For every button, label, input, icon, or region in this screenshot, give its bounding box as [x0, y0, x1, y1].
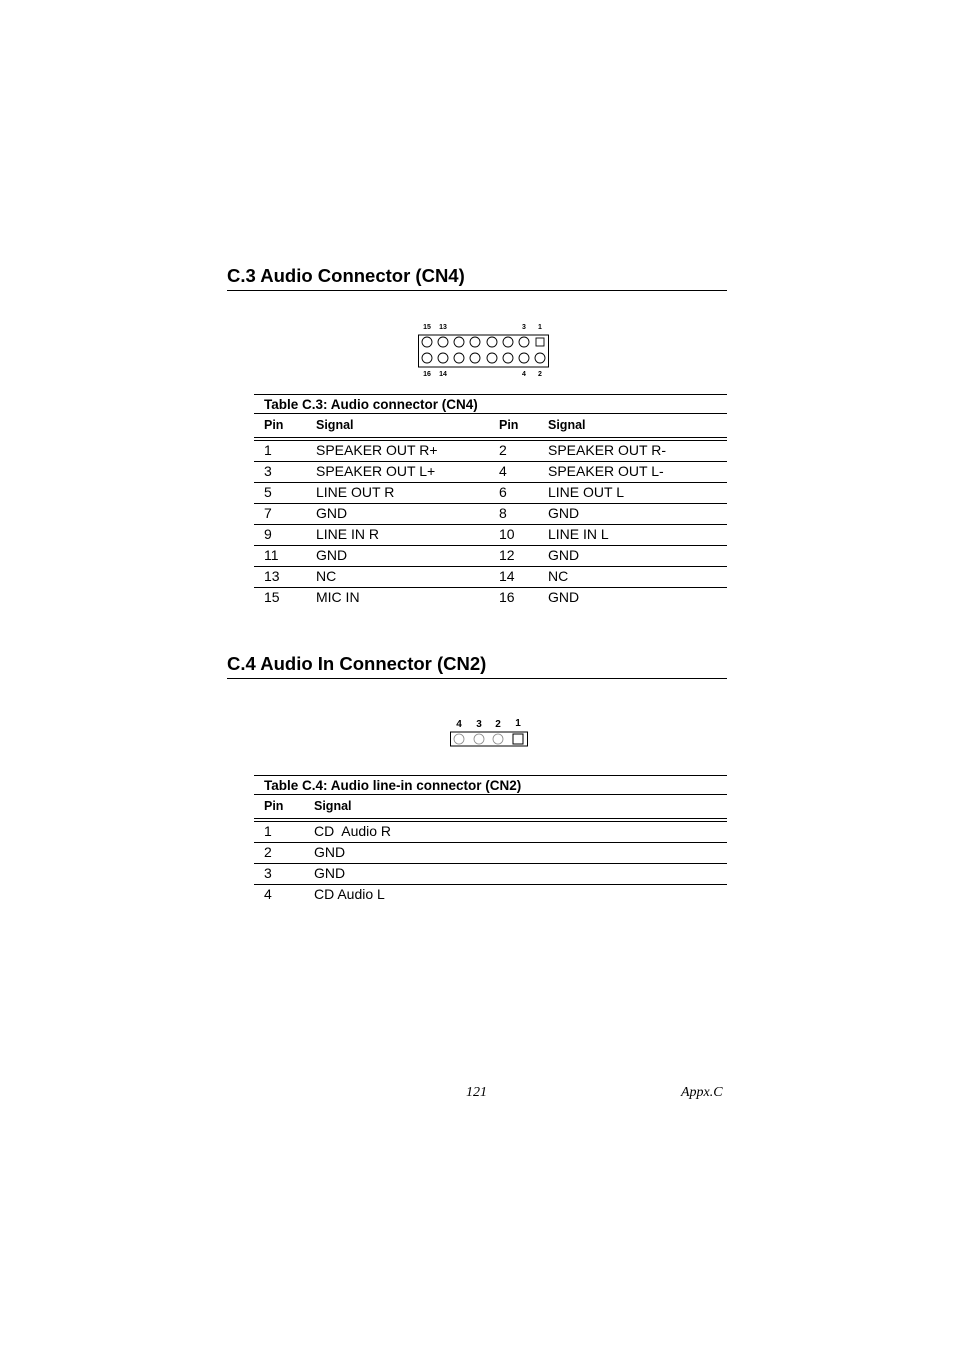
cn4-pin — [454, 337, 464, 347]
table-cell: CD Audio L — [314, 886, 385, 902]
table-cell: SPEAKER OUT L+ — [316, 463, 436, 479]
table-row — [254, 567, 727, 588]
table-cell: NC — [548, 568, 569, 584]
audio-line-in-table — [254, 775, 727, 905]
table-row — [254, 483, 727, 504]
table-cell: LINE IN L — [548, 526, 609, 542]
table-row — [254, 525, 727, 546]
cn4-pin — [470, 353, 480, 363]
cn4-pin — [535, 353, 545, 363]
table-cell: 4 — [264, 886, 272, 902]
table-cell: 7 — [264, 505, 272, 521]
table-cell: 3 — [264, 463, 272, 479]
table-cell: LINE IN R — [316, 526, 380, 542]
table-cell: 6 — [499, 484, 507, 500]
page-number: 121 — [466, 1085, 487, 1100]
table-cell: 12 — [499, 547, 515, 563]
cn2-connector-diagram — [449, 716, 531, 750]
table-cell: MIC IN — [316, 589, 360, 605]
table-cell: NC — [316, 568, 337, 584]
cn4-pin — [454, 353, 464, 363]
table-cell: 1 — [264, 442, 272, 458]
table-cell: 14 — [499, 568, 515, 584]
table-cell: 16 — [499, 589, 515, 605]
table-header — [254, 414, 727, 438]
cn4-connector-outline — [419, 335, 549, 367]
cn2-pin-label-1: 1 — [515, 718, 521, 729]
table-cell: 2 — [264, 844, 272, 860]
cn4-pin-label-2: 2 — [538, 371, 542, 378]
table-cell: GND — [548, 505, 580, 521]
audio-connector-table — [254, 394, 727, 608]
section-title-c4: C.4 Audio In Connector (CN2) — [227, 653, 727, 679]
table-cell: GND — [314, 865, 346, 881]
cn4-pin — [519, 337, 529, 347]
table-caption: Table C.4: Audio line-in connector (CN2) — [254, 775, 727, 795]
cn2-pin-2 — [493, 734, 503, 744]
cn4-pin-label-4: 4 — [522, 371, 526, 378]
table-cell: LINE OUT R — [316, 484, 395, 500]
table-cell: CD Audio R — [314, 823, 392, 839]
table-cell: 13 — [264, 568, 280, 584]
table-cell: GND — [314, 844, 346, 860]
header-signal: Signal — [316, 418, 354, 432]
table-row — [254, 546, 727, 567]
table-row — [254, 885, 727, 905]
cn4-pin-grid — [422, 337, 545, 363]
table-cell: SPEAKER OUT R- — [548, 442, 666, 458]
table-cell: 15 — [264, 589, 280, 605]
table-row — [254, 822, 727, 843]
table-body — [254, 822, 727, 905]
table-cell: 8 — [499, 505, 507, 521]
cn2-pin-label-2: 2 — [495, 719, 501, 730]
cn4-pin — [487, 353, 497, 363]
table-cell: 11 — [264, 547, 279, 563]
cn4-pin — [422, 337, 432, 347]
cn4-pin — [503, 353, 513, 363]
cn4-pin-label-15: 15 — [423, 324, 431, 331]
table-cell: 2 — [499, 442, 507, 458]
table-cell: 4 — [499, 463, 507, 479]
table-cell: 1 — [264, 823, 272, 839]
table-cell: GND — [316, 547, 348, 563]
cn4-pin-label-16: 16 — [423, 371, 431, 378]
cn2-pin-4 — [454, 734, 464, 744]
table-cell: SPEAKER OUT L- — [548, 463, 664, 479]
table-cell: 10 — [499, 526, 515, 542]
table-cell: LINE OUT L — [548, 484, 624, 500]
table-row — [254, 504, 727, 525]
table-cell: 3 — [264, 865, 272, 881]
table-caption: Table C.3: Audio connector (CN4) — [254, 394, 727, 414]
cn2-pin-1-square — [513, 734, 523, 744]
table-row — [254, 588, 727, 608]
cn4-pin-label-13: 13 — [439, 324, 447, 331]
table-row — [254, 843, 727, 864]
cn4-pin — [487, 337, 497, 347]
cn4-pin-1-square — [536, 338, 544, 346]
cn2-pin-label-4: 4 — [456, 719, 462, 730]
table-row — [254, 441, 727, 462]
cn4-pin — [438, 353, 448, 363]
cn4-pin — [438, 337, 448, 347]
cn4-pin — [470, 337, 480, 347]
table-cell: GND — [548, 589, 580, 605]
table-cell: SPEAKER OUT R+ — [316, 442, 438, 458]
header-signal: Signal — [314, 799, 352, 813]
cn2-pin-3 — [474, 734, 484, 744]
header-pin: Pin — [264, 418, 284, 432]
header-pin-2: Pin — [499, 418, 519, 432]
header-signal-2: Signal — [548, 418, 586, 432]
section-title-c3: C.3 Audio Connector (CN4) — [227, 265, 727, 291]
cn4-pin — [422, 353, 432, 363]
cn2-pin-label-3: 3 — [476, 719, 482, 730]
table-cell: 9 — [264, 526, 272, 542]
cn4-pin — [519, 353, 529, 363]
cn4-pin-label-14: 14 — [439, 371, 447, 378]
table-row — [254, 462, 727, 483]
table-cell: 5 — [264, 484, 272, 500]
appendix-label: Appx.C — [681, 1085, 723, 1100]
cn4-pin-label-3: 3 — [522, 324, 526, 331]
table-row — [254, 864, 727, 885]
table-header — [254, 795, 727, 819]
cn4-pin — [503, 337, 513, 347]
header-pin: Pin — [264, 799, 284, 813]
table-cell: GND — [548, 547, 580, 563]
table-cell: GND — [316, 505, 348, 521]
cn4-pin-label-1: 1 — [538, 324, 542, 331]
table-body — [254, 441, 727, 608]
cn4-connector-diagram — [417, 320, 551, 380]
